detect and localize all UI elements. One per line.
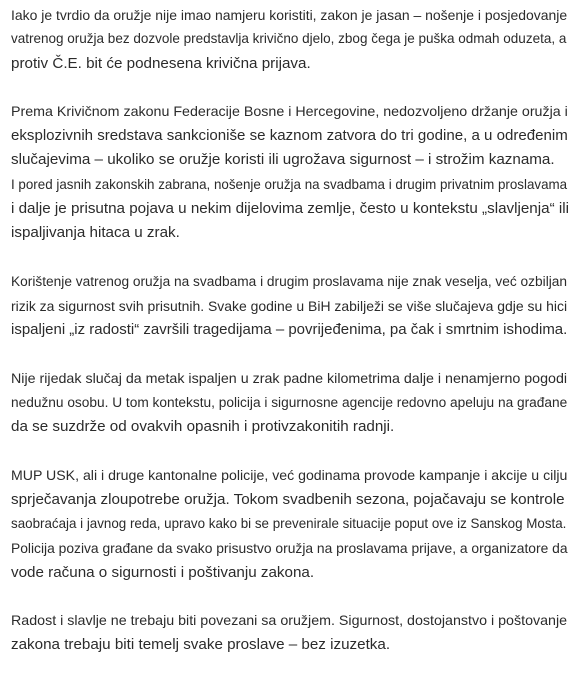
text-line: Radost i slavlje ne trebaju biti povezani sa oružjem. Sigurnost, dostojanstvo i poštovanje bbox=[11, 612, 568, 629]
text-line: ispaljivanja hitaca u zrak. bbox=[11, 224, 180, 242]
text-line: I pored jasnih zakonskih zabrana, nošenje oružja na svadbama i drugim privatnim proslavama bbox=[11, 176, 568, 192]
text-line: MUP USK, ali i druge kantonalne policije, već godinama provode kampanje i akcije u cilju bbox=[11, 467, 568, 484]
article-paragraph bbox=[11, 367, 571, 440]
text-line: eksplozivnih sredstava sankcioniše se kaznom zatvora do tri godine, a u određenim bbox=[11, 127, 568, 145]
text-line: i dalje je prisutna pojava u nekim dijelovima zemlje, često u kontekstu „slavljenja“ ili bbox=[11, 200, 569, 218]
article-paragraph bbox=[11, 609, 571, 658]
text-line: vode računa o sigurnosti i poštivanju zakona. bbox=[11, 563, 315, 581]
text-line: Iako je tvrdio da oružje nije imao namjeru koristiti, zakon je jasan – nošenje i posjedovanje bbox=[11, 7, 568, 23]
text-line: rizik za sigurnost svih prisutnih. Svake godine u BiH zabilježi se više slučajeva gdje su hici bbox=[11, 297, 568, 314]
text-line: ispaljeni „iz radosti“ završili tragedijama – povrijeđenima, pa čak i smrtnim ishodima. bbox=[11, 321, 568, 339]
text-line: protiv Č.E. bit će podnesena krivična prijava. bbox=[11, 54, 311, 72]
text-line: Prema Krivičnom zakonu Federacije Bosne i Hercegovine, nedozvoljeno držanje oružja i bbox=[11, 103, 568, 120]
article-paragraph bbox=[11, 463, 571, 584]
text-line: Policija poziva građane da svako prisustvo oružja na proslavama prijave, a organizatore da bbox=[11, 540, 568, 557]
text-line: da se suzdrže od ovakvih opasnih i protivzakonitih radnji. bbox=[11, 418, 395, 436]
text-line: Nije rijedak slučaj da metak ispaljen u zrak padne kilometrima dalje i nenamjerno pogodi bbox=[11, 370, 568, 387]
text-line: sprječavanja zloupotrebe oružja. Tokom svadbenih sezona, pojačavaju se kontrole bbox=[11, 490, 565, 508]
text-line: saobraćaja i javnog reda, upravo kako bi se prevenirale situacije poput ove iz Sanskog Mosta. bbox=[11, 516, 567, 532]
text-line: vatrenog oružja bez dozvole predstavlja krivično djelo, zbog čega je puška odmah oduzeta, a bbox=[11, 31, 567, 47]
text-line: zakona trebaju biti temelj svake proslave – bez izuzetka. bbox=[11, 636, 391, 654]
article-paragraph bbox=[11, 0, 571, 76]
text-line: slučajevima – ukoliko se oružje koristi ili ugrožava sigurnost – i strožim kaznama. bbox=[11, 151, 555, 169]
article-body bbox=[11, 0, 571, 682]
article-paragraph bbox=[11, 100, 571, 246]
text-line: nedužnu osobu. U tom kontekstu, policija i sigurnosne agencije redovno apeluju na građane bbox=[11, 394, 568, 410]
text-line: Korištenje vatrenog oružja na svadbama i drugim proslavama nije znak veselja, već ozbiljan bbox=[11, 273, 568, 289]
article-paragraph bbox=[11, 270, 571, 343]
